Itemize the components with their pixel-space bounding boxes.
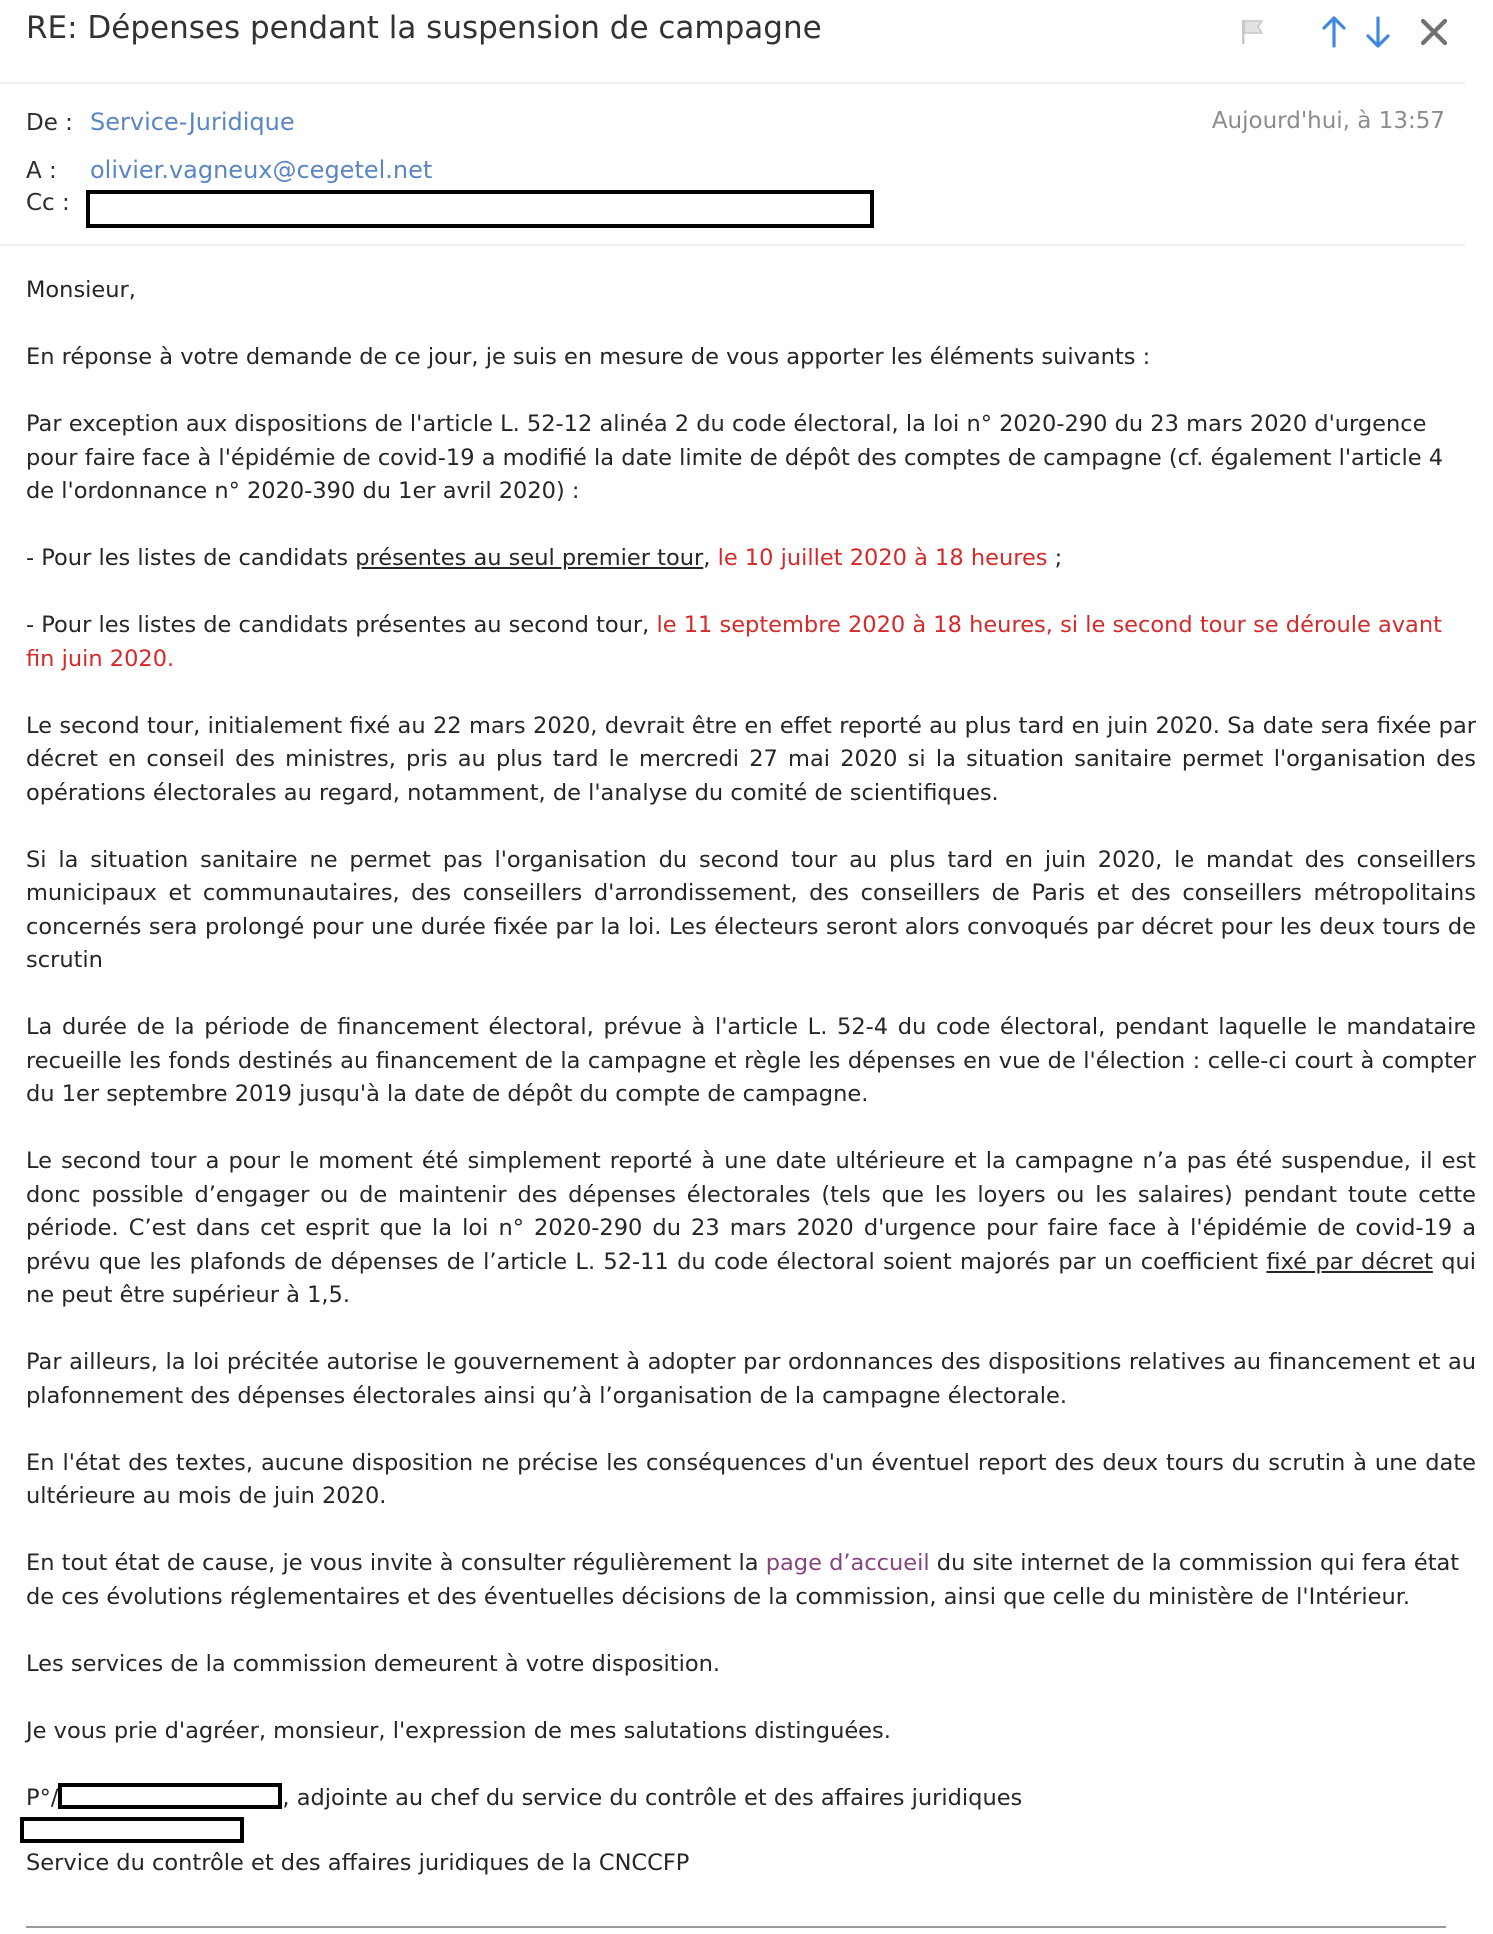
paragraph-8: En tout état de cause, je vous invite à consulter régulièrement la page d’accueil du site internet de la commission qui fera état de ces évolutions réglementaires et des éventuelles décisions de la commission, ainsi que celle du ministère de l'Intérieur.: [26, 1550, 1460, 1610]
paragraph-9: Les services de la commission demeurent à votre disposition.: [26, 1650, 720, 1677]
signature-service: Service du contrôle et des affaires juridiques de la CNCCFP: [26, 1850, 690, 1876]
signature-line: P°/ , adjointe au chef du service du contrôle et des affaires juridiques: [26, 1784, 1023, 1811]
signature-name-redaction: [58, 1783, 282, 1809]
bullet-first-round: - Pour les listes de candidats présentes au seul premier tour, le 10 juillet 2020 à 18 heures ;: [26, 545, 1063, 571]
signature-redaction-2: [20, 1817, 244, 1843]
close-icon[interactable]: [1418, 14, 1450, 54]
flag-icon[interactable]: [1240, 18, 1266, 50]
arrow-up-icon[interactable]: [1320, 14, 1348, 54]
paragraph-7: En l'état des textes, aucune disposition ne précise les conséquences d'un éventuel report des deux tours du scrutin à une date ultérieure au mois de juin 2020.: [26, 1449, 1476, 1509]
subject-bar: [0, 0, 1465, 84]
paragraph-2: Le second tour, initialement fixé au 22 mars 2020, devrait être en effet reporté au plus tard en juin 2020. Sa date sera fixée par décret en conseil des ministres, pris au plus tard le mercredi 27 mai 2020 si la situation sanitaire permet l'organisation des opérations électorales au regard, notamment, de l'analyse du comité de scientifiques.: [26, 712, 1476, 806]
bullet-second-round: - Pour les listes de candidats présentes au second tour, le 11 septembre 2020 à 18 heures, si le second tour se déroule avant fin juin 2020.: [26, 612, 1442, 672]
underlined-text: présentes au seul premier tour: [355, 545, 704, 571]
homepage-link[interactable]: page d’accueil: [765, 1550, 930, 1576]
deadline-first-round: le 10 juillet 2020 à 18 heures: [717, 545, 1048, 571]
recipient-link[interactable]: olivier.vagneux@cegetel.net: [90, 156, 433, 184]
cc-redaction-box: [86, 190, 874, 228]
email-subject: RE: Dépenses pendant la suspension de campagne: [26, 10, 822, 46]
paragraph-3: Si la situation sanitaire ne permet pas l'organisation du second tour au plus tard en juin 2020, le mandat des conseillers municipaux et communautaires, des conseillers d'arrondissement, des conseillers de Paris et des conseillers métropolitains concernés sera prolongé pour une durée fixée par la loi. Les électeurs seront alors convoqués par décret pour les deux tours de scrutin: [26, 846, 1476, 973]
underlined-text: fixé par décret: [1266, 1248, 1433, 1275]
email-date: Aujourd'hui, à 13:57: [1211, 108, 1445, 134]
deadline-second-round: le 11 septembre 2020 à 18 heures, si le second tour se déroule avant fin juin 2020.: [26, 612, 1442, 672]
intro-paragraph: En réponse à votre demande de ce jour, je suis en mesure de vous apporter les éléments suivants :: [26, 344, 1151, 370]
paragraph-6: Par ailleurs, la loi précitée autorise le gouvernement à adopter par ordonnances des dispositions relatives au financement et au plafonnement des dépenses électorales ainsi qu’à l’organisation de la campagne électorale.: [26, 1349, 1476, 1409]
from-label: De :: [26, 110, 73, 136]
bottom-divider: [26, 1926, 1446, 1928]
closing-paragraph: Je vous prie d'agréer, monsieur, l'expression de mes salutations distinguées.: [26, 1717, 891, 1744]
greeting: Monsieur,: [26, 277, 136, 303]
paragraph-5: Le second tour a pour le moment été simplement reporté à une date ultérieure et la campagne n’a pas été suspendue, il est donc possible d’engager ou de maintenir des dépenses électorales (tels que les loyers ou les salaires) pendant toute cette période. C’est dans cet esprit que la loi n° 2020-290 du 23 mars 2020 d'urgence pour faire face à l'épidémie de covid-19 a prévu que les plafonds de dépenses de l’article L. 52-11 du code électoral soient majorés par un coefficient fixé par décret qui ne peut être supérieur à 1,5.: [26, 1148, 1476, 1308]
to-label: A :: [26, 158, 57, 184]
paragraph-4: La durée de la période de financement électoral, prévue à l'article L. 52-4 du code électoral, pendant laquelle le mandataire recueille les fonds destinés au financement de la campagne et règle les dépenses en vue de l'élection : celle-ci court à compter du 1er septembre 2019 jusqu'à la date de dépôt du compte de campagne.: [26, 1014, 1476, 1107]
paragraph-1: Par exception aux dispositions de l'article L. 52-12 alinéa 2 du code électoral, la loi n° 2020-290 du 23 mars 2020 d'urgence pour faire face à l'épidémie de covid-19 a modifié la date limite de dépôt des comptes de campagne (cf. également l'article 4 de l'ordonnance n° 2020-390 du 1er avril 2020) :: [26, 411, 1444, 504]
email-body: [26, 274, 1476, 1881]
cc-label: Cc :: [26, 190, 70, 216]
email-header: [0, 84, 1465, 246]
sender-link[interactable]: Service-Juridique: [90, 108, 295, 136]
arrow-down-icon[interactable]: [1364, 14, 1392, 54]
